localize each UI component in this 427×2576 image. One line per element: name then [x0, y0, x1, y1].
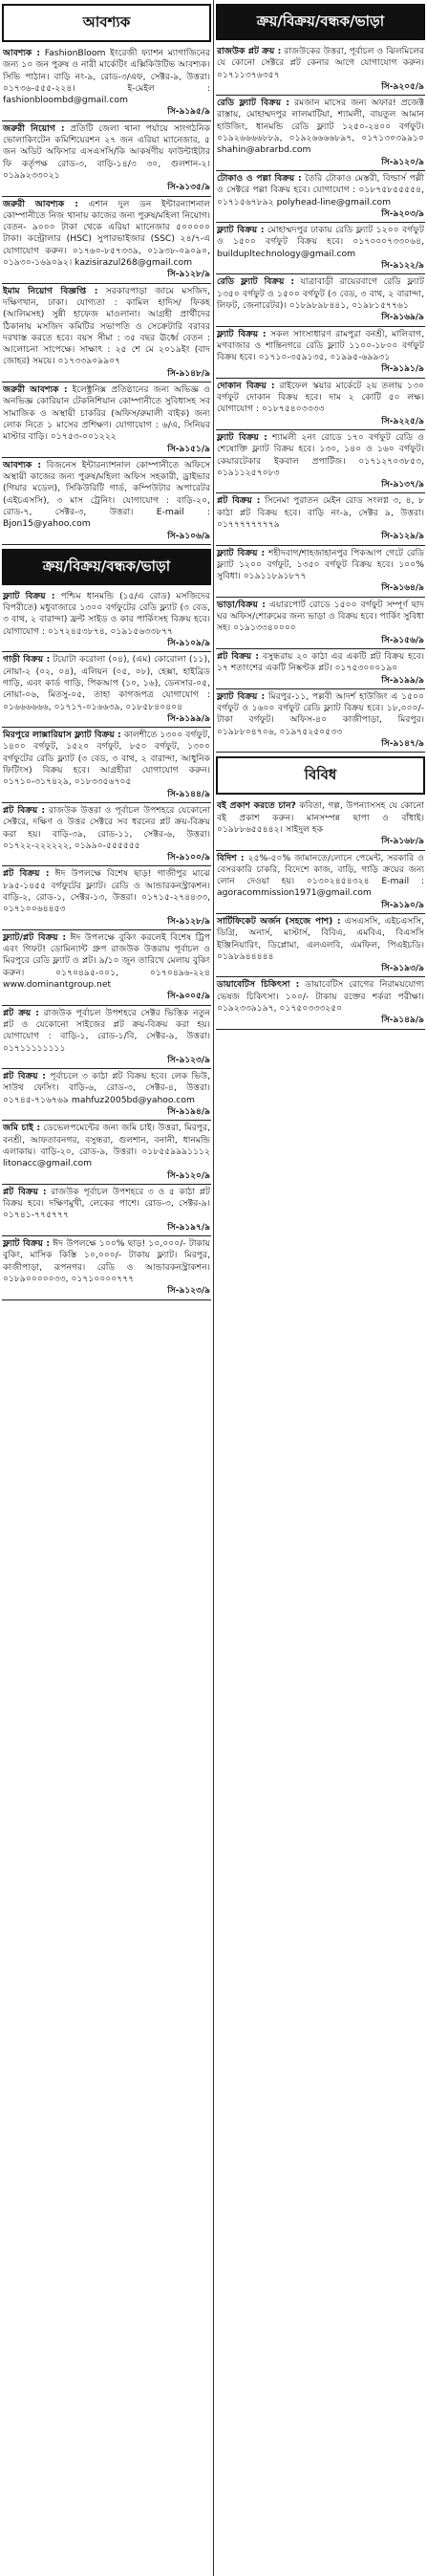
- ad-reference-code: সি-৯১৯৫/৯: [167, 107, 210, 118]
- ad-body: বিজনেস ইন্টারন্যাশনাল কোম্পানীতে অফিসে অস্থায়ী কাজের জন্য পুরুষ/মহিলা অফিস সহকারী, ড্রাইভার (গিয়ার মডেল), সিকিউরিটি গার্ড, কম্পিউটার অপারেটর (এইচএসসি), ৩ মাস ট্রেনিং। যোগাযোগ : বাড়ি-২০, রোড-৭, সেক্টর-৩, উত্তরা। E-mail : Bjon15@yahoo.com: [3, 459, 211, 530]
- classified-ad: [216, 598, 425, 649]
- section-header-buy-sell-left: ক্রয়/বিক্রয়/বন্ধক/ভাড়া: [2, 549, 211, 585]
- ad-reference-code: সি-৯১০৯/৯: [167, 639, 210, 649]
- ad-body: ঈদ উপলক্ষে ১০০% ছাড়! ১০,০০০/- টাকায় বুকিং, মাসিক কিস্তি ১০,০০০/- টাকায় ফ্ল্যাট। মিরপুর, কাজীপাড়া, রূপনগর। রেডি ও আন্ডারকনস্ট্রাকশন। ০১৮৯০০০০০৩৩, ০১৭১০০০০৭৭৭: [3, 1238, 211, 1284]
- ad-headline: সার্টিফিকেট অর্জন (সহজে পাশ) :: [217, 916, 341, 927]
- ad-body: বসুন্ধরায় ২০ কাঠা এর একটি প্লট বিক্রয় হবে। ১৭ শতাংশের একটি নিষ্কণ্টক প্লট। ০১৭৫৩০০০১৯০: [217, 650, 425, 674]
- ad-reference-code: সি-৯১২৮/৯: [167, 270, 210, 280]
- ad-headline: প্লট বিক্রয় :: [217, 650, 260, 662]
- ad-reference-code: সি-৯১৩৫/৯: [167, 183, 210, 193]
- ad-reference-code: সি-৯১২৮/৯: [167, 916, 210, 927]
- classified-ad: [2, 652, 211, 728]
- ad-body: রমজান মাসের জন্য অফার! প্রজেক্ট রাস্তায়, মোহাম্মদপুর লালমাটিয়া, শ্যামলী, বায়তুল আমান হাউজিং, ধানমন্ডি রেডি ফ্ল্যাট ১২৫০-২৪০০ বর্গফুট। ০১৯২৬৬৬৬৮৮৯, ০১৯২৬৬৬৬৮৯৭, ০১৭১৩০৩৯৯১০ shahin@abrarbd.com: [217, 98, 425, 156]
- ad-reference-code: সি-৯১৯৯/৯: [381, 675, 424, 686]
- buy-sell-ads-list-right: [216, 44, 425, 753]
- ad-headline: প্লট বিক্রয় :: [3, 804, 46, 816]
- ad-headline: প্লট বিক্রয় :: [3, 868, 50, 880]
- ad-headline: প্লট ক্রয় :: [3, 1007, 39, 1018]
- ad-body: সকল সাংসাধারণ রামপুরা বনশ্রী, মালিবাগ, মগবাজার ও শান্তিনগরে রেডি ফ্ল্যাট ১১০০-১৮০০ বর্গফুট বিক্রয় হবে। ০১৭১০-৩৫৯১৩৫, ০১৯৯৫-৬৯৯৩১: [217, 328, 424, 363]
- classified-ad: [216, 546, 425, 598]
- ad-headline: ফ্ল্যাট বিক্রয় :: [217, 547, 266, 558]
- ad-headline: প্লট বিক্রয় :: [3, 1186, 47, 1197]
- ad-headline: জমি চাই :: [3, 1123, 41, 1134]
- ad-reference-code: সি-৯১২৩/৯: [167, 1055, 210, 1065]
- ad-reference-code: সি-৯১৯১/৯: [381, 364, 424, 375]
- ad-body: রাজউকের উত্তরা, পূর্বাচল ও ঝিলমিলের যে কোনো সেক্টরে প্লট কেনার আগে যোগাযোগ করুন। ০১৭১১৩৭৬৩৫৭: [217, 46, 424, 80]
- ad-headline: ভাড়া/বিক্রয় :: [217, 599, 266, 610]
- classified-ad: [2, 1121, 211, 1184]
- ad-reference-code: সি-৯১৫১/৯: [167, 444, 210, 454]
- ad-reference-code: সি-৯১৪৪/৯: [167, 789, 210, 799]
- ad-body: কবিতা, গল্প, উপন্যাসসহ যে কোনো বই প্রকাশ করুন। মানসম্পন্ন ছাপা ও বাঁধাই। ০১৯৮৮৬৫৫৪৪২। সাইদুল হক: [217, 800, 424, 835]
- ad-headline: জরুরী আবশ্যক :: [3, 384, 68, 396]
- ad-reference-code: সি-৯১৯৯/৯: [167, 713, 210, 724]
- ad-body: মিরপুর-১১, পল্লবী আদর্শ হাউজিং এ ১৫০০ বর্গফুট ও ১৬০০ বর্গফুট রেডি ফ্ল্যাট বিক্রয় হবে। ১৮,০০০/- টাকা বর্গফুট। অফিস-৪০ কাজীপাড়া, মিরপুর। ০১৯৮৮০৪৭০৬, ০১৯৭৫২৫০৫৩৩: [217, 690, 425, 737]
- ad-body: এশান দুল ডন ইন্টারন্যাশনাল কোম্পানীতে নিজ থানায় কাজের জন্য পুরুষ/মহিলা নিয়োগ। বেতন- ৯০০০ টাকা থেকে এরিয়া ম্যানেজার ৫০০০০০ টাকা। কন্ট্রোলার (HSC) সুপারভাইজার (SSC) ২৪/৭-এ যোগাযোগ করুন। ০১৭৬০-৮৫৭৩৩৯, ০১৯৩৮-০৯০৯০, ০১৯৩০-১৬৯০৯২। kazisirazul268@gmail.com: [3, 198, 210, 269]
- ad-headline: প্লট বিক্রয় :: [3, 1071, 46, 1082]
- ad-headline: ফ্ল্যাট বিক্রয় :: [217, 225, 265, 236]
- ad-body: রাজউক পূর্বাচল উপশহরে সেক্টর ভিত্তিক নতুন প্লট ও যেকোনো সাইজের প্লট ক্রয়-বিক্রয় করা হয়। যোগাযোগ : বাড়ি-১, রোড-১/বি, সেক্টর-৯, উত্তরা। ০১৭১১১১১১১১: [3, 1007, 211, 1054]
- ad-reference-code: সি-৯১৯৩/৯: [381, 964, 424, 974]
- ad-reference-code: সি-৯১৪৮/৯: [167, 368, 210, 379]
- ad-headline: ফ্ল্যাট/প্লট বিক্রয় :: [3, 931, 67, 943]
- classified-ad: [216, 379, 425, 430]
- ad-reference-code: সি-৯১৬৪/৯: [381, 583, 424, 594]
- column-divider: [213, 0, 214, 2576]
- classified-ad: [2, 458, 211, 545]
- classified-ad: [216, 851, 425, 914]
- ad-body: শহীদবাগ/শাহজাহানপুর পিকআপ গেটে রেডি ফ্ল্যাট ১২০০ বর্গফুট, ১৩৫০ বর্গফুট বিক্রয় হবে। ১০০% সুবিধা। ০১৯১১৮৯১৮৭৭: [217, 547, 424, 582]
- ad-reference-code: সি-৯১২৯/৯: [381, 532, 424, 542]
- ad-headline: বই প্রকাশ করতে চান?: [217, 800, 296, 812]
- ad-headline: ফ্ল্যাট বিক্রয় :: [3, 1238, 51, 1250]
- classified-ad: [216, 689, 425, 753]
- ad-body: ঈদ উপলক্ষে বিশেষ ছাড়! গাজীপুর মাঝে ৮৯৫-১৪৫৫ বর্গফুটের ফ্ল্যাট। রেডি ও আন্ডারকনস্ট্রাকশন। বাড়ি-২, রোড-১, সেক্টর-১৩, উত্তরা। ০১৭১৫-২৭৪৪৩৩, ০১৭১০০৬৪৪৫৩: [3, 868, 210, 915]
- classified-ad: [216, 96, 425, 171]
- ad-reference-code: সি-৯২০৫/৯: [381, 81, 424, 92]
- ad-headline: ফ্ল্যাট বিক্রয় :: [217, 431, 267, 443]
- ad-headline: ফ্ল্যাট বিক্রয় :: [217, 690, 266, 702]
- classified-ad: [2, 930, 211, 1006]
- classified-ad: [2, 1006, 211, 1069]
- ad-body: যাত্রাবাড়ী রায়েরবাগে রেডি ফ্ল্যাট ১৩৫০ বর্গফুট ও ১৫০০ বর্গফুট (৩ বেড, ৩ বাথ, ২ বারান্দা, লিফট, জেনারেটর)। ০১৮৯৮৯৮৪৪১, ০১৯৮১৫৭৭৬১: [217, 276, 424, 311]
- ad-headline: ফ্ল্যাট বিক্রয় :: [3, 590, 55, 601]
- ad-body: ইলেক্ট্রনিক্স প্রতিষ্ঠানের জন্য অভিজ্ঞ ও অনভিজ্ঞ কোরিয়ান টেকনিশিয়ান কোম্পানীতে সুবিধাসহ সব সামাজিক ও অস্থায়ী চাকরির (অফিস/রুমালী বাইক) জন্য লোক নিতে ১ মাসের প্রশিক্ষণ। যোগাযোগ : ৬/এ, সিনিয়র মাস্টার বাড়ি। ০১৭৫৩-০০১২২২: [3, 384, 210, 443]
- ad-reference-code: সি-৯১৪৭/৯: [381, 739, 424, 750]
- ad-body: টয়োটা করোলা (০৪), (এম) কোরোলা (১১), নোয়া-২ (০২, ০৪), এলিয়ন (০৫, ০৮), হেক্সা, হাইব্রিড গাড়ি, এবং কার্ড গাড়ি, পিকআপ (১০, ১৬), ডেনসার-০৫, নোয়া-০৬, মিতসু-০৫, তাহা কাগজপত্র যোগাযোগ : ০১৬৬৬৬৬৬, ০১৭১৭-০১৬৬৩৯, ০১৮৫৮৪০৪০৪: [3, 654, 210, 712]
- ad-reference-code: সি-৯১৯০/৯: [381, 900, 424, 910]
- classified-ad: [2, 197, 211, 284]
- ad-reference-code: সি-৯১৩৭/৯: [381, 480, 424, 491]
- classified-ad: [216, 493, 425, 545]
- ad-body: এসএসসি, এইচএসসি, ডিগ্রি, অনার্স, মাস্টার্স, বিবিএ, এমবিএ, বিএসসি ইঞ্জিনিয়ারিং, ডিপ্লোমা, এলএলবি, এমফিল, পিএইচডি। ০১৯৮৯৪৪৪৪৪: [217, 916, 424, 962]
- classified-ad: [216, 327, 425, 379]
- ad-reference-code: সি-৯১২০/৯: [381, 157, 424, 167]
- classified-ad: [216, 649, 425, 689]
- classified-ad: [216, 798, 425, 850]
- ad-headline: জরুরী নিয়োগ :: [3, 122, 65, 134]
- ad-body: শ্যামলী ২নং রোডে ১৭০ বর্গফুট রেডি ও শেষোক্তি ফ্ল্যাট বিক্রয় হবে। ১৩০, ১৪০ ও ১৬০ বর্গফুট। কেয়ারটেকার ইকবাল প্রপার্টিজ। ০১৭১২৭০৩৮৫৩, ০১৯১১২৫৭০৮৩: [217, 431, 425, 478]
- ad-body: ঈদ উপলক্ষে বুকিং করলেই বিশেষ ট্রিপ এবং গিফট! ডোমিন্যান্ট গ্রুপ রাজউক উত্তরায় পূর্বাচল ও মিরপুরে রেডি ফ্ল্যাট ও প্লট। ৯/১০ জুন তারিখে মেলায় বুকিং করুন। ০১৭০৪৯৫-০০১, ০১৭০৪৯৬-২২৪ www.dominantgroup.net: [3, 931, 211, 991]
- ad-reference-code: সি-৯১৯৪/৯: [167, 1107, 210, 1118]
- ad-reference-code: সি-৯২০৩/৯: [381, 208, 424, 219]
- ad-body: তৈরি টোকাও মেস্তরী, বিল্ডার্স পল্লী ও সেক্টরে পল্লা বিক্রয় হবে। যোগাযোগ : ০১৮৭৫৮৫৫৫৫৪, ০১৭১৫৬৭৮৯২ polyhead-line@gmail.com: [217, 172, 424, 207]
- ad-headline: জরুরী আবশ্যক :: [3, 198, 78, 209]
- classified-ad: [2, 121, 211, 197]
- ad-headline: বিদিশ :: [217, 852, 245, 863]
- ad-reference-code: সি-৯১২০/৯: [167, 1170, 210, 1181]
- ad-body: মোহাম্মদপুর ঢাকায় রেডি ফ্ল্যাট ১২০০ বর্গফুট ও ১৫০০ বর্গফুট বিক্রয় হবে। ০১৭০০০৭৩৩০৬৪, buildupltechnology@gmail.com: [217, 225, 424, 259]
- misc-ads-list: [216, 798, 425, 1029]
- ad-body: পশ্চিম ধানমন্ডি (১৫/এ রোড) মসজিদের বিপরীতে) মধুবাজারে ১৩০০ বর্গফুটের রেডি ফ্ল্যাট (৩ বেড, ৩ বাথ, ২ বারান্দা) ফ্রন্ট সাইড ও কার পার্কিংসহ বিক্রয় হবে। যোগাযোগ : ০১৭২৪৫৩৮৭৪, ০১৯১৫৬৩৩৮৭৭: [3, 590, 210, 637]
- ad-reference-code: সি-৯১৫৬/৯: [381, 635, 424, 645]
- ad-body: এয়ারপোর্ট রোডে ১৫০০ বর্গফুট সম্পূর্ণ ছাদ ঘর অফিস/শোরুমের জন্য ভাড়া ও বিক্রয় হবে। পার্কিং সুবিধা সহ। ০১৯১৩৩৪০০০০: [217, 599, 424, 634]
- section-header-buy-sell-right: ক্রয়/বিক্রয়/বন্ধক/ভাড়া: [216, 4, 425, 40]
- classified-ad: [2, 382, 211, 458]
- ad-headline: মিরপুরে লাক্সারিয়াস ফ্ল্যাট বিক্রয় :: [3, 730, 121, 741]
- ad-reference-code: সি-৯১০৬/৯: [167, 531, 210, 541]
- ad-body: ২৫%-৫০% জামানতে/লোনে পেমেন্ট, সরকারি ও বেসরকারি চাকরি, বিদেশে কাজ, বাড়ি, গাড়ি ক্রয়ের জন্য লোন দেওয়া হয়। ০১৩০২৪৫৪৩২৪ E-mail : agoracommission1971@gmail.com: [217, 852, 425, 899]
- classified-ad: [2, 728, 211, 803]
- section-header-misc: বিবিধ: [216, 756, 425, 795]
- classified-ad: [2, 1069, 211, 1121]
- ad-body: প্রতিটি জেলা থানা পর্যায়ে সাংগঠনিক ভোলাকিংটেন কমিশিয়েরশন ২৭ জন এরিয়া ম্যানেজার, ৫ জন অডিট অফিসার এসএসসি/কি আকর্ষণীয় ফাউন্টাইটার ফি কর্তৃপক্ষ রোড-৩, বাড়ি-১৪/৩ ৩০, গুলশান-২। ০১৯৯২৩৩০২১: [3, 122, 210, 181]
- buy-sell-ads-list-left: [2, 589, 211, 1300]
- ad-body: সিনেমা পুরাতন মেইন রোড সংলগ্ন ৩, ৪, ৮ কাঠা প্লট বিক্রয় হবে। বাড়ি নং-৯, সেক্টর ৯, উত্তরা। ০১৭৭৭৭৭৭৭৭৯: [217, 495, 425, 530]
- ad-headline: রেডি ফ্ল্যাট বিক্রয় :: [217, 276, 294, 288]
- ad-body: রাজউক পূর্বাচল উপশহরে ৩ ও ৫ কাঠা প্লট বিক্রয় হবে। দক্ষিণমুখী, লেকের পাশে। রোড-৩, সেক্টর-৯। ০১৭৪১-৭৭৫৭৭৭: [3, 1186, 211, 1221]
- ad-headline: ইমাম নিয়োগ বিজ্ঞপ্তি :: [3, 285, 98, 296]
- ad-reference-code: সি-৯১২২/৯: [381, 261, 424, 272]
- ad-headline: রাজউক প্লট ক্রয় :: [217, 46, 282, 56]
- ad-headline: আবশ্যক :: [3, 48, 41, 58]
- classified-ad: [216, 223, 425, 274]
- ad-headline: দোকান বিক্রয় :: [217, 380, 275, 391]
- ad-body: রাজউক উত্তরা ও পূর্বাচল উপশহরে যেকোনো সেক্টরে, দক্ষিণ ও উত্তর সেক্টরে সব ধরনের প্লট ক্রয়-বিক্রয় করা হয়। বাড়ি-৩৯, রোড-১১, সেক্টর-৬, উত্তরা। ০১৭২২-২২২২২২, ০১৯৯০-৫৫৫৫৫৫: [3, 804, 211, 851]
- classified-ad: [216, 44, 425, 96]
- ad-headline: টোকাও ও পল্লা বিক্রয় :: [217, 172, 302, 184]
- ad-body: FashionBloom ইংরেজী ফ্যাশন ম্যাগাজিনের জন্য ১০ জন পুরুষ ও নারী মার্কেটিং এক্সিকিউটিভ আবশ্যক। সিভি পাঠান। বাড়ি নং-৯, রোড-৩/এফ, সেক্টর-৯, উত্তরা। ০১৭৩৬-৫৫৫-২২৪। ই-মেইল : fashionbloombd@gmail.com: [3, 48, 211, 106]
- ad-headline: রেডি ফ্ল্যাট বিক্রয় :: [217, 98, 290, 109]
- classified-ad: [2, 589, 211, 652]
- ad-body: রাইফেল স্কয়ার মার্কেটে ২য় তলায় ১৩০ বর্গফুট দোকান বিক্রয় হবে। দাম ২ কোটি ৫০ লক্ষ। যোগাযোগ : ০১৮৭৫৪০৩৩৩৩: [217, 380, 425, 415]
- left-column: [2, 0, 211, 1300]
- classified-ad: [2, 1236, 211, 1299]
- ad-body: সরকারপাড়া জামে মসজিদ, দক্ষিণখান, ঢাকা। যোগ্যতা : কামিল হাদিস/ ফিকহ (আলিমসহ) সুন্নী হাফেজ মাওলানা। আগ্রহী প্রার্থীদের ঠিকানায় মসজিদ কমিটির সভাপতি ও সেক্রেটারি বরাবর দরখাস্ত করতে হবে। বয়স সীমা : ৩৫ বছর ঊর্ধ্বে বেতন : আলোচনা সাপেক্ষে। সাক্ষাৎ : ২৫ শে মে ২০১৯ইং (বাদ জোহর) সময়ে। ০১৭৩৩৯০৯৯০৭: [3, 285, 210, 367]
- classified-ad: [2, 866, 211, 929]
- ad-reference-code: সি-৯১৯৭/৯: [167, 1222, 210, 1233]
- classified-ad: [2, 46, 211, 121]
- ad-headline: ফ্ল্যাট বিক্রয় :: [217, 328, 267, 339]
- ad-headline: ডায়াবেটিস চিকিৎসা :: [217, 979, 300, 991]
- ad-reference-code: সি-৯০০৫/৯: [167, 992, 210, 1002]
- section-header-wanted: আবশ্যক: [2, 4, 211, 42]
- classified-ad: [216, 274, 425, 326]
- ad-body: কালশীতে ১৩০০ বর্গফুট, ১৪০০ বর্গফুট, ১৫২০ বর্গফুট, ৮৫০ বর্গফুট, ১৩০০ বর্গফুটের রেডি ফ্ল্যাট (৩ বেড, ৩ বাথ, ২ বারান্দা, আধুনিক ফিটিংস) বিক্রয় হবে। আগ্রহীরা যোগাযোগ করুন। ০১৭১০-৩১৭৪২৯, ০১৮৩৩৫৬৭০৫: [3, 730, 211, 788]
- ad-headline: গাড়ী বিক্রয় :: [3, 654, 51, 666]
- ad-body: ডেভেলপমেন্টের জন্য জমি চাই। উত্তরা, মিরপুর, বনশ্রী, আফতাবনগর, বসুন্ধরা, গুলশান, বনানী, ধানমন্ডি এলাকায়। বাড়ি-২০, রোড-৯, উত্তরা। ০১৮৫৫৯৯৯১১১২ litonacc@gmail.com: [3, 1123, 210, 1169]
- classified-ad: [216, 914, 425, 977]
- wanted-ads-list: [2, 46, 211, 545]
- ad-body: ডায়াবেটিস রোগের নিরাময়যোগ্য ভেষজ চিকিৎসা। ১০০/- টাকায় রক্তের শর্করা পরীক্ষা। ০১৯২৩৩৯১৯৭, ০১৭৫০৩৩৩২৫০: [217, 979, 425, 1015]
- ad-reference-code: সি-৯১০০/৯: [167, 853, 210, 863]
- ad-headline: আবশ্যক :: [3, 459, 42, 470]
- classified-ad: [2, 284, 211, 382]
- ad-reference-code: সি-৯১২৩/৯: [167, 1286, 210, 1297]
- right-column: [216, 0, 425, 1030]
- classified-ad: [216, 977, 425, 1029]
- classified-ad: [2, 1185, 211, 1236]
- ad-reference-code: সি-৯২২৫/৯: [381, 416, 424, 426]
- ad-headline: প্লট বিক্রয় :: [217, 495, 261, 507]
- ad-body: পূর্বাচলে ৩ কাঠা প্লট বিক্রয় হবে। লেক ভিউ, সাউথ ফেসিং। বাড়ি-৬, রোড-৩, সেক্টর-৪, উত্তরা। ০১৭৪৫-৭১৬৭৬৯ mahfuz2005bd@yahoo.com: [3, 1071, 211, 1105]
- ad-reference-code: সি-৯১৬৮/৯: [381, 837, 424, 847]
- ad-reference-code: সি-৯১৪৯/৯: [381, 1015, 424, 1026]
- classified-ad: [216, 171, 425, 223]
- classified-ad: [216, 430, 425, 493]
- ad-reference-code: সি-৯১৬৯/৯: [381, 313, 424, 323]
- classified-ad: [2, 803, 211, 866]
